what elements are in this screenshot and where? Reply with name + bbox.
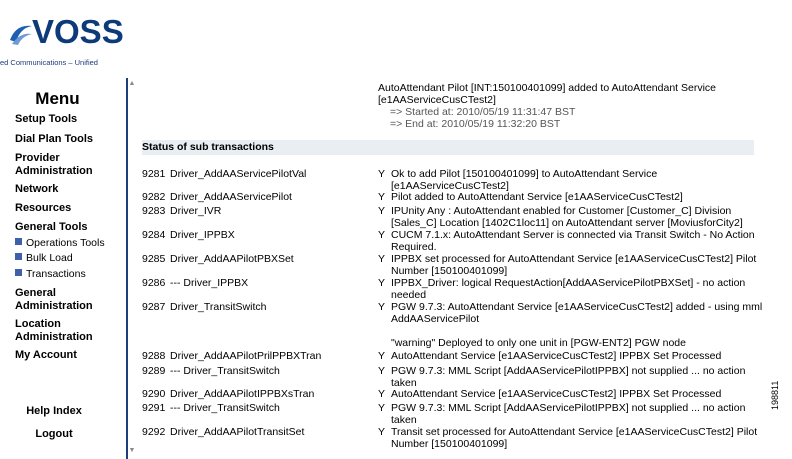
transaction-name: --- Driver_IPPBX [170,277,249,289]
transaction-message [391,301,761,349]
message-line: Transit set processed for AutoAttendant Service [e1AAServiceCusCTest2] Pilot [391,426,758,438]
transaction-message [391,253,761,277]
transaction-status-flag: Y [378,350,386,362]
square-bullet-icon [15,269,22,276]
square-bullet-icon [15,253,22,260]
message-line: [e1AAServiceCusCTest2] [391,180,509,192]
transaction-id: 9289 [142,365,166,377]
message-line: IPPBX set processed for AutoAttendant Service [e1AAServiceCusCTest2] Pilot [391,253,757,265]
transaction-id: 9291 [142,402,166,414]
nav-general-tools[interactable]: General Tools [15,221,88,233]
transaction-message [391,229,761,253]
transaction-name: Driver_AddAAPilotPrilPPBXTran [170,350,322,362]
transaction-name: Driver_TransitSwitch [170,301,267,313]
transaction-message [391,168,761,192]
transaction-status-flag: Y [378,191,386,203]
message-line: AddAAServicePilot [391,313,480,325]
content-scrollbar[interactable] [126,78,136,459]
logo-wordmark: VOSS [32,13,124,50]
message-line: PGW 9.7.3: MML Script [AddAAServicePilotIPPBX] not supplied ... no action [391,402,746,414]
square-bullet-icon [15,238,22,245]
subnav-label: Transactions [26,268,86,280]
nav-setup-tools[interactable]: Setup Tools [15,113,78,125]
nav-label-line: Administration [15,331,93,343]
message-line: IPPBX_Driver: logical RequestAction[AddAAServicePilotPBXSet] - no action [391,277,746,289]
message-line: IPUnity Any : AutoAttendant enabled for Customer [Customer_C] Division [391,205,732,217]
message-line: taken [391,377,417,389]
transaction-name: Driver_AddAAPilotTransitSet [170,426,305,438]
section-header: Status of sub transactions [142,140,754,155]
message-line: Number [150100401099] [391,438,508,450]
transaction-name: --- Driver_TransitSwitch [170,402,280,414]
transaction-id: 9282 [142,191,166,203]
logout-link[interactable]: Logout [35,428,73,440]
message-line: PGW 9.7.3: MML Script [AddAAServicePilotIPPBX] not supplied ... no action [391,365,746,377]
message-line: [Sales_C] Location [1402C1loc11] on AutoAttendant server [MoviusforCity2] [391,217,743,229]
transaction-name: Driver_AddAAPilotIPPBXsTran [170,388,315,400]
transaction-id: 9283 [142,205,166,217]
transaction-status-flag: Y [378,365,386,377]
transaction-name: Driver_IPPBX [170,229,235,241]
transaction-status-flag: Y [378,426,386,438]
nav-label-line: Administration [15,165,93,177]
subnav-bulk-load[interactable] [15,252,73,265]
logo-swoosh-icon [8,20,34,46]
transaction-name: Driver_AddAAPilotPBXSet [170,253,294,265]
subnav-label: Operations Tools [26,237,105,249]
message-line: Number [150100401099] [391,265,508,277]
message-line: PGW 9.7.3: AutoAttendant Service [e1AAServiceCusCTest2] added - using mml [391,301,763,313]
nav-general-administration[interactable] [15,287,93,313]
menu-title: Menu [35,89,80,108]
transaction-status-flag: Y [378,253,386,265]
nav-network[interactable]: Network [15,183,59,195]
message-line [391,325,761,337]
message-line: AutoAttendant Service [e1AAServiceCusCTest2] IPPBX Set Processed [391,388,722,400]
transaction-message [391,191,761,203]
subnav-transactions[interactable] [15,268,86,281]
transaction-status-flag: Y [378,301,386,313]
summary-line: AutoAttendant Pilot [INT:150100401099] added to AutoAttendant Service [378,82,716,94]
message-line: CUCM 7.1.x: AutoAttendant Server is connected via Transit Switch - No Action [391,229,755,241]
transaction-message [391,205,761,229]
message-line: needed [391,289,427,301]
message-line: taken [391,414,417,426]
nav-my-account[interactable]: My Account [15,349,77,361]
transaction-name: Driver_IVR [170,205,222,217]
logo-tagline: ed Communications – Unified [0,58,98,67]
message-line: Pilot added to AutoAttendant Service [e1AAServiceCusCTest2] [391,191,683,203]
voss-logo [0,0,128,78]
nav-resources[interactable]: Resources [15,202,72,214]
transaction-status-flag: Y [378,402,386,414]
ended-at: => End at: 2010/05/19 11:32:20 BST [390,118,561,130]
transaction-id: 9290 [142,388,166,400]
transaction-status-flag: Y [378,205,386,217]
transaction-name: Driver_AddAAServicePilotVal [170,168,307,180]
transaction-name: Driver_AddAAServicePilot [170,191,292,203]
transaction-name: --- Driver_TransitSwitch [170,365,280,377]
transaction-id: 9287 [142,301,166,313]
transaction-id: 9286 [142,277,166,289]
message-line: AutoAttendant Service [e1AAServiceCusCTest2] IPPBX Set Processed [391,350,722,362]
nav-location-administration[interactable] [15,318,93,344]
subnav-operations-tools[interactable] [15,237,105,250]
transaction-status-flag: Y [378,229,386,241]
started-at: => Started at: 2010/05/19 11:31:47 BST [390,106,576,118]
message-line: Ok to add Pilot [150100401099] to AutoAttendant Service [391,168,658,180]
figure-reference-number: 198811 [770,380,780,410]
summary-line: [e1AAServiceCusCTest2] [378,94,496,106]
transaction-status-flag: Y [378,168,386,180]
transaction-id: 9284 [142,229,166,241]
nav-label-line: Administration [15,300,93,312]
transaction-status-flag: Y [378,277,386,289]
transaction-message [391,365,761,389]
nav-provider-administration[interactable] [15,152,93,178]
nav-label-line: Provider [15,152,60,164]
transaction-id: 9292 [142,426,166,438]
transaction-message [391,350,761,362]
help-index-link[interactable]: Help Index [26,405,82,417]
transaction-id: 9285 [142,253,166,265]
nav-label-line: Location [15,318,61,330]
nav-dial-plan-tools[interactable]: Dial Plan Tools [15,133,94,145]
nav-label-line: General [15,287,56,299]
scroll-up-arrow-icon[interactable]: ▲ [128,80,136,87]
transaction-message [391,402,761,426]
message-line: Required. [391,241,437,253]
transaction-message [391,426,761,450]
transaction-id: 9288 [142,350,166,362]
transaction-message [391,388,761,400]
transaction-id: 9281 [142,168,166,180]
transaction-detail-panel [142,78,782,459]
transaction-status-flag: Y [378,388,386,400]
scroll-down-arrow-icon[interactable]: ▼ [128,447,136,454]
transaction-message [391,277,761,301]
message-line: "warning" Deployed to only one unit in [PGW-ENT2] PGW node [391,337,686,349]
subnav-label: Bulk Load [26,252,73,264]
